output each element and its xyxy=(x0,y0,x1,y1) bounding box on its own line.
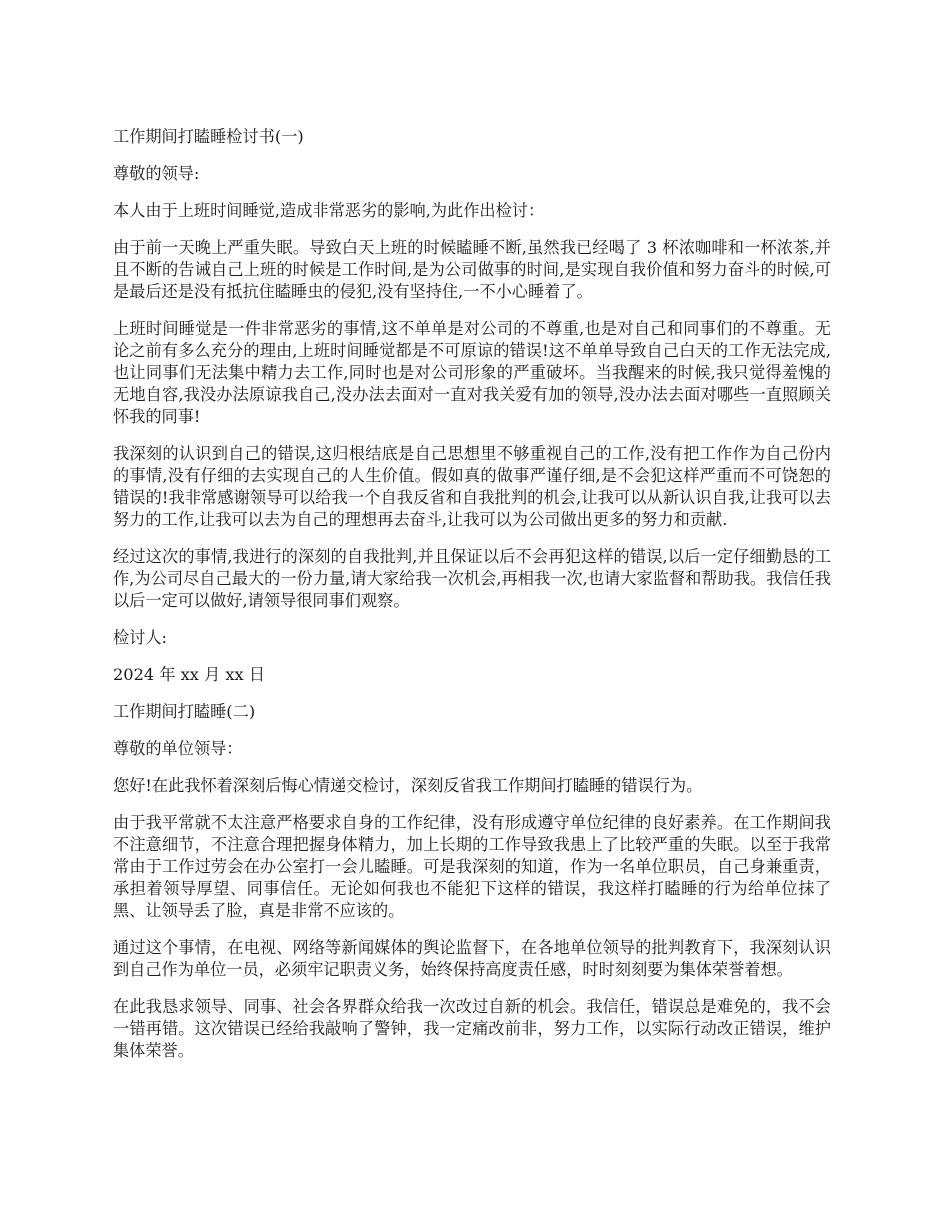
body-paragraph: 经过这次的事情,我进行的深刻的自我批判,并且保证以后不会再犯这样的错误,以后一定仔细勤恳的工作,为公司尽自己最大的一份力量,请大家给我一次机会,再相我一次,也请大家监督和帮助我。我信任我以后一定可以做好,请领导很同事们观察。 xyxy=(113,547,831,610)
document-title-2: 工作期间打瞌睡(二) xyxy=(113,702,256,721)
salutation-1: 尊敬的领导: xyxy=(113,164,200,183)
intro-paragraph: 本人由于上班时间睡觉,造成非常恶劣的影响,为此作出检讨： xyxy=(113,201,545,220)
salutation-2: 尊敬的单位领导： xyxy=(113,739,243,758)
signature-label: 检讨人: xyxy=(113,628,168,647)
date-line: 2024 年 xx 月 xx 日 xyxy=(113,665,266,684)
body-paragraph: 由于前一天晚上严重失眠。导致白天上班的时候瞌睡不断,虽然我已经喝了 3 杯浓咖啡和一杯浓茶,并且不断的告诫自己上班的时候是工作时间,是为公司做事的时间,是实现自我价值和努力奋斗的时候,可是最后还是没有抵抗住瞌睡虫的侵犯,没有坚持住,一不小心睡着了。 xyxy=(113,238,831,301)
document-page xyxy=(113,126,831,1077)
body-paragraph: 上班时间睡觉是一件非常恶劣的事情,这不单单是对公司的不尊重,也是对自己和同事们的不尊重。无论之前有多么充分的理由,上班时间睡觉都是不可原谅的错误!这不单单导致自己白天的工作无法完成,也让同事们无法集中精力去工作,同时也是对公司形象的严重破坏。当我醒来的时候,我只觉得羞愧的无地自容,我没办法原谅我自己,没办法去面对一直对我关爱有加的领导,没办法去面对哪些一直照顾关怀我的同事! xyxy=(113,319,831,426)
opening-paragraph: 您好!在此我怀着深刻后悔心情递交检讨，深刻反省我工作期间打瞌睡的错误行为。 xyxy=(113,776,703,795)
body-paragraph: 通过这个事情，在电视、网络等新闻媒体的舆论监督下，在各地单位领导的批判教育下，我深刻认识到自己作为单位一员，必须牢记职责义务，始终保持高度责任感，时时刻刻要为集体荣誉着想。 xyxy=(113,938,831,979)
closing-paragraph: 在此我恳求领导、同事、社会各界群众给我一次改过自新的机会。我信任，错误总是难免的，我不会一错再错。这次错误已经给我敲响了警钟，我一定痛改前非，努力工作，以实际行动改正错误，维护集体荣誉。 xyxy=(113,997,831,1060)
body-paragraph: 我深刻的认识到自己的错误,这归根结底是自己思想里不够重视自己的工作,没有把工作作为自己份内的事情,没有仔细的去实现自己的人生价值。假如真的做事严谨仔细,是不会犯这样严重而不可饶恕的错误的!我非常感谢领导可以给我一个自我反省和自我批判的机会,让我可以从新认识自我,让我可以去努力的工作,让我可以去为自己的理想再去奋斗,让我可以为公司做出更多的努力和贡献. xyxy=(113,444,831,529)
document-title-1: 工作期间打瞌睡检讨书(一) xyxy=(113,127,304,146)
body-paragraph: 由于我平常就不太注意严格要求自身的工作纪律，没有形成遵守单位纪律的良好素养。在工作期间我不注意细节，不注意合理把握身体精力，加上长期的工作导致我患上了比较严重的失眠。以至于我常常由于工作过劳会在办公室打一会儿瞌睡。可是我深刻的知道，作为一名单位职员，自己身兼重责，承担着领导厚望、同事信任。无论如何我也不能犯下这样的错误，我这样打瞌睡的行为给单位抹了黑、让领导丢了脸，真是非常不应该的。 xyxy=(113,813,831,920)
